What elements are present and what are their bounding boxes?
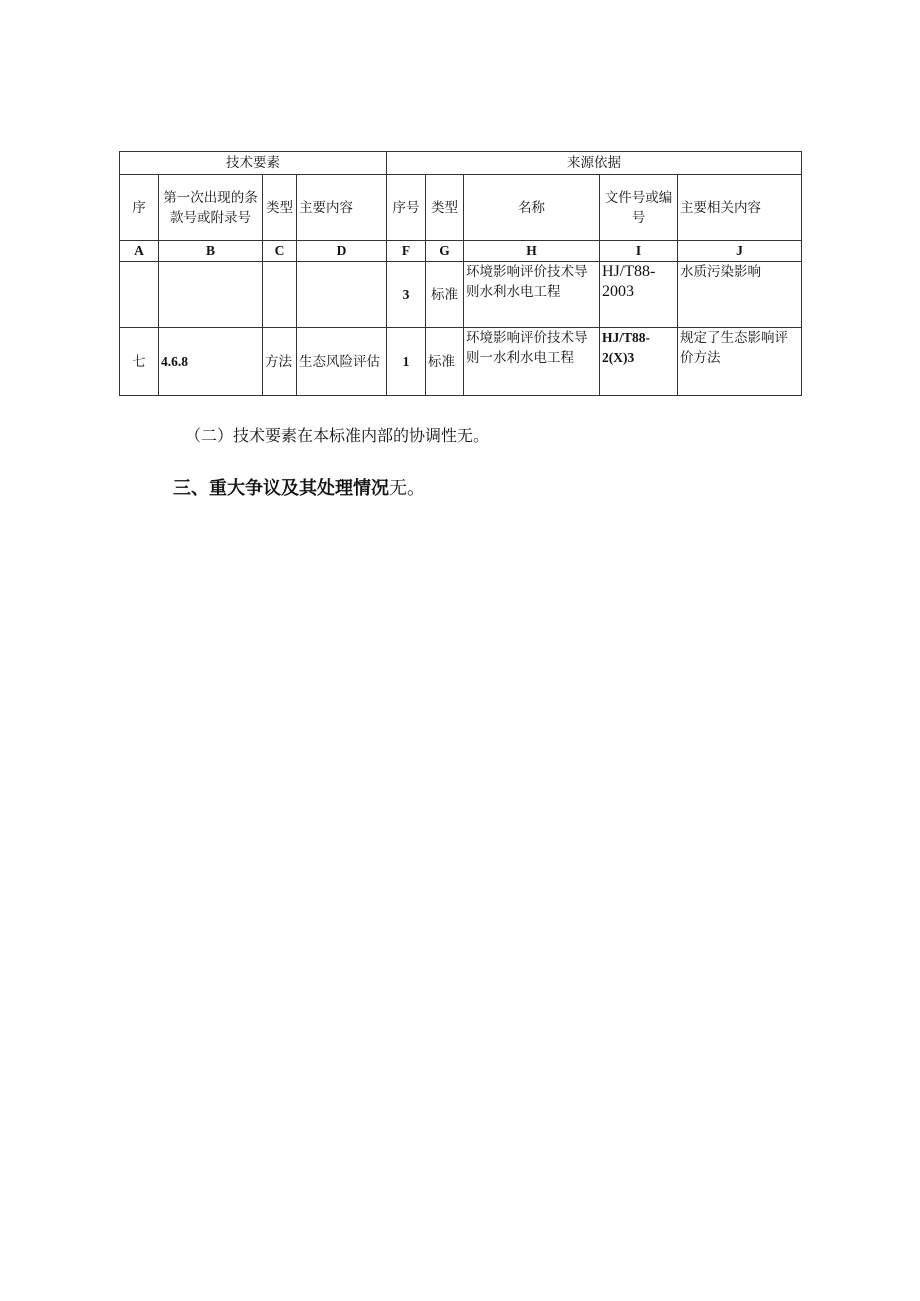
cell-clause	[159, 262, 263, 328]
letter-cell: J	[678, 241, 802, 262]
technical-elements-table	[119, 151, 802, 396]
group-header-technical: 技术要素	[120, 152, 387, 175]
letter-cell: G	[426, 241, 464, 262]
cell-content	[297, 262, 387, 328]
header-seq: 序	[120, 175, 159, 241]
letter-cell: A	[120, 241, 159, 262]
cell-seq: 七	[120, 328, 159, 396]
section-heading	[173, 474, 425, 500]
cell-source-seq: 1	[387, 328, 426, 396]
section-heading-title: 三、重大争议及其处理情况	[173, 478, 389, 499]
letter-cell: D	[297, 241, 387, 262]
cell-related-content: 水质污染影响	[678, 262, 802, 328]
header-type: 类型	[263, 175, 297, 241]
cell-name: 环境影响评价技术导则水利水电工程	[464, 262, 600, 328]
cell-seq	[120, 262, 159, 328]
header-related-content: 主要相关内容	[678, 175, 802, 241]
cell-source-seq: 3	[387, 262, 426, 328]
section-heading-text: 无。	[389, 478, 425, 499]
letter-cell: B	[159, 241, 263, 262]
letter-cell: C	[263, 241, 297, 262]
group-header-source: 来源依据	[387, 152, 802, 175]
header-source-seq: 序号	[387, 175, 426, 241]
cell-doc-number: HJ/T88-2(X)3	[600, 328, 678, 396]
cell-doc-number: HJ/T88-2003	[600, 262, 678, 328]
paragraph-coordination: （二）技术要素在本标准内部的协调性无。	[185, 426, 490, 445]
cell-source-type: 标准	[426, 262, 464, 328]
header-name: 名称	[464, 175, 600, 241]
column-header-row	[120, 175, 802, 241]
table-row	[120, 328, 802, 396]
letter-row	[120, 241, 802, 262]
table-row	[120, 262, 802, 328]
letter-cell: I	[600, 241, 678, 262]
header-clause: 第一次出现的条款号或附录号	[159, 175, 263, 241]
group-header-row	[120, 152, 802, 175]
cell-type	[263, 262, 297, 328]
cell-related-content: 规定了生态影响评价方法	[678, 328, 802, 396]
header-content: 主要内容	[297, 175, 387, 241]
letter-cell: H	[464, 241, 600, 262]
cell-source-type: 标准	[426, 328, 464, 396]
header-doc-number: 文件号或编号	[600, 175, 678, 241]
cell-content: 生态风险评估	[297, 328, 387, 396]
letter-cell: F	[387, 241, 426, 262]
cell-name: 环境影响评价技术导则一水利水电工程	[464, 328, 600, 396]
cell-type: 方法	[263, 328, 297, 396]
header-source-type: 类型	[426, 175, 464, 241]
cell-clause: 4.6.8	[159, 328, 263, 396]
